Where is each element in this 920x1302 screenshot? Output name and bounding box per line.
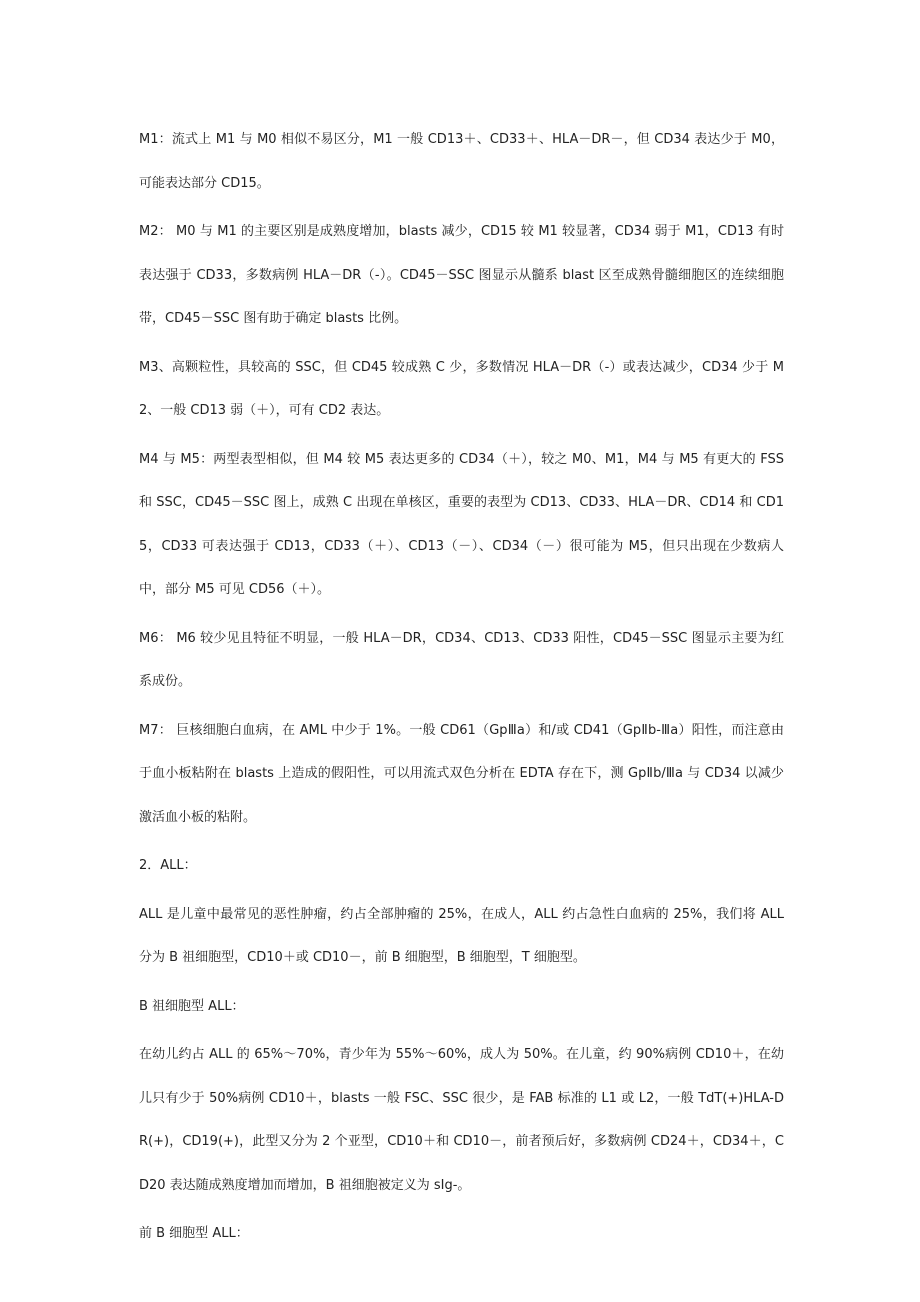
paragraph-b-progenitor-all: 在幼儿约占 ALL 的 65%～70%，青少年为 55%～60%，成人为 50%。在儿童，约 90%病例 CD10＋，在幼儿只有少于 50%病例 CD10＋，blasts 一般 FSC、SSC 很少，是 FAB 标准的 L1 或 L2，一般 TdT(+)HLA-DR(+)，CD19(+)，此型又分为 2 个亚型，CD10＋和 CD10－，前者预后好，多数病例 CD24＋，CD34＋，CD20 表达随成熟度增加而增加，B 祖细胞被定义为 sIg-。 (139, 1047, 784, 1193)
paragraph-m4-m5: M4 与 M5：两型表型相似，但 M4 较 M5 表达更多的 CD34（＋），较之 M0、M1，M4 与 M5 有更大的 FSS 和 SSC，CD45－SSC 图上，成熟 C 出现在单核区，重要的表型为 CD13、CD33、HLA－DR、CD14 和 CD15，CD33 可表达强于 CD13，CD33（＋）、CD13（－）、CD34（－）很可能为 M5，但只出现在少数病人中，部分 M5 可见 CD56（＋）。 (139, 451, 784, 597)
document-body (139, 118, 784, 1261)
paragraph-m7: M7： 巨核细胞白血病，在 AML 中少于 1%。一般 CD61（GpⅢa）和/或 CD41（GpⅡb-Ⅲa）阳性，而注意由于血小板粘附在 blasts 上造成的假阳性，可以用流式双色分析在 EDTA 存在下，测 GpⅡb/Ⅲa 与 CD34 以减少激活血小板的粘附。 (139, 722, 784, 825)
section-heading-all: 2．ALL： (139, 858, 197, 873)
subheading-b-progenitor-all: B 祖细胞型 ALL： (139, 998, 245, 1014)
paragraph-m3: M3、高颗粒性，具较高的 SSC，但 CD45 较成熟 C 少，多数情况 HLA－DR（-）或表达减少，CD34 少于 M2、一般 CD13 弱（＋），可有 CD2 表达。 (139, 359, 784, 418)
subheading-pre-b-all: 前 B 细胞型 ALL： (139, 1226, 249, 1241)
paragraph-m1: M1：流式上 M1 与 M0 相似不易区分，M1 一般 CD13＋、CD33＋、HLA－DR－，但 CD34 表达少于 M0，可能表达部分 CD15。 (139, 132, 784, 191)
paragraph-m6: M6： M6 较少见且特征不明显，一般 HLA－DR，CD34、CD13、CD33 阳性，CD45－SSC 图显示主要为红系成份。 (139, 630, 784, 689)
paragraph-m2: M2： M0 与 M1 的主要区别是成熟度增加，blasts 减少，CD15 较 M1 较显著，CD34 弱于 M1，CD13 有时表达强于 CD33，多数病例 HLA－DR（-）。CD45－SSC 图显示从髓系 blast 区至成熟骨髓细胞区的连续细胞带，CD45－SSC 图有助于确定 blasts 比例。 (139, 224, 784, 326)
paragraph-all-intro: ALL 是儿童中最常见的恶性肿瘤，约占全部肿瘤的 25%，在成人，ALL 约占急性白血病的 25%，我们将 ALL 分为 B 祖细胞型，CD10＋或 CD10－，前 B 细胞型，B 细胞型，T 细胞型。 (139, 906, 784, 965)
